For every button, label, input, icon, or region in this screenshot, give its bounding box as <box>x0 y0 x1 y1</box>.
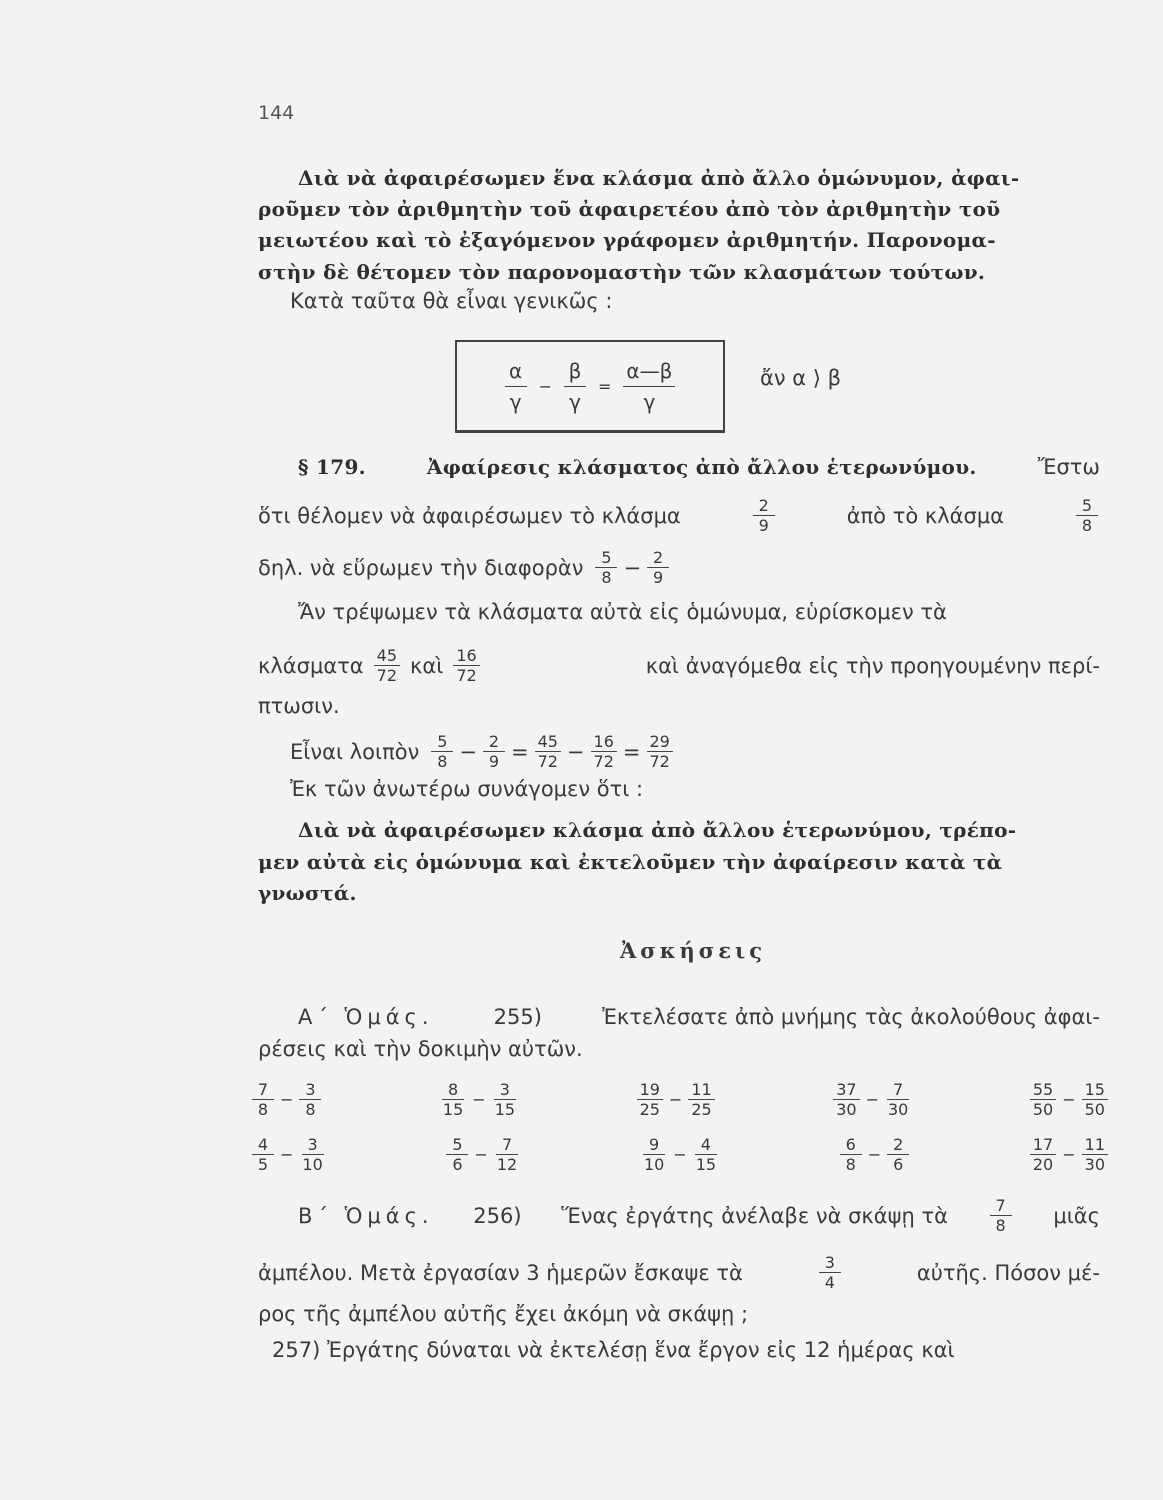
fraction <box>564 356 586 417</box>
fraction <box>887 1135 909 1174</box>
equals-sign: = <box>622 739 641 764</box>
fraction <box>494 1135 520 1174</box>
general-text: Κατὰ ταῦτα θὰ εἶναι γενικῶς : <box>290 289 613 313</box>
section-line-7 <box>290 732 1132 771</box>
denominator: γ <box>569 389 581 414</box>
fraction <box>492 1080 518 1119</box>
section-text: ὅτι θέλομεν νὰ ἀφαιρέσωμεν τὸ κλάσμα <box>258 503 681 528</box>
section-text: Ἄν τρέψωμεν τὰ κλάσματα αὐτὰ εἰς ὁμώνυμα, εὑρίσκομεν τὰ <box>298 600 947 624</box>
exercise-256-line-2 <box>258 1253 1100 1292</box>
exercise-text: ρος τῆς ἀμπέλου αὐτῆς ἔχει ἀκόμη νὰ σκάψῃ ; <box>258 1302 749 1326</box>
exercise-text: ρέσεις καὶ τὴν δοκιμὴν αὐτῶν. <box>258 1037 583 1061</box>
fraction <box>374 646 400 685</box>
section-text: δηλ. νὰ εὕρωμεν τὴν διαφορὰν <box>258 555 584 580</box>
numerator: 45 <box>535 732 561 752</box>
section-text: καὶ ἀναγόμεθα εἰς τὴν προηγουμένην περί- <box>645 653 1100 678</box>
exercise-fractions-row <box>250 1135 1110 1174</box>
numerator: 16 <box>591 732 617 752</box>
numerator: 16 <box>453 646 479 666</box>
numerator: 4 <box>252 1135 274 1155</box>
fraction <box>446 1135 468 1174</box>
rule-text: ροῦμεν τὸν ἀριθμητὴν τοῦ ἀφαιρετέου ἀπὸ τὸν ἀριθμητὴν τοῦ <box>258 197 1001 221</box>
denominator: 8 <box>305 1100 316 1119</box>
minus-sign: − <box>280 1090 294 1109</box>
section-text: Ἔστω <box>1037 455 1100 479</box>
page-number: 144 <box>258 102 295 124</box>
fraction <box>299 1135 325 1174</box>
numerator: 5 <box>1076 496 1098 516</box>
section-text: Εἶναι λοιπὸν <box>290 739 420 764</box>
exercise-255-line-2 <box>258 1035 1100 1063</box>
exercise-number: 255) <box>493 1005 542 1029</box>
fraction <box>840 1135 862 1174</box>
section-line-6 <box>258 692 1100 720</box>
fraction <box>1030 1080 1056 1119</box>
exercise-257-line-1 <box>272 1336 1100 1364</box>
exercise-text: μιᾶς <box>1053 1203 1100 1228</box>
section-number: § 179. <box>298 455 366 479</box>
fraction <box>483 732 505 771</box>
fraction <box>505 356 527 417</box>
rule-text: στὴν δὲ θέτομεν τὸν παρονομαστὴν τῶν κλασμάτων τούτων. <box>258 260 986 284</box>
fraction <box>1082 1080 1108 1119</box>
numerator: 2 <box>647 548 669 568</box>
numerator: α <box>505 356 527 387</box>
numerator: 3 <box>299 1080 321 1100</box>
denominator: 9 <box>758 516 769 535</box>
rule-line-4 <box>258 258 1100 286</box>
numerator: 2 <box>887 1135 909 1155</box>
minus-sign: − <box>566 739 585 764</box>
conclusion-text: γνωστά. <box>258 881 357 905</box>
fraction <box>591 732 617 771</box>
minus-sign: − <box>867 1145 882 1164</box>
exercise-subtraction <box>444 1135 522 1174</box>
numerator: β <box>564 356 586 387</box>
minus-sign: − <box>623 555 642 580</box>
exercise-text: αὐτῆς. Πόσον μέ- <box>916 1260 1100 1285</box>
numerator: 3 <box>819 1253 841 1273</box>
fraction <box>990 1196 1012 1235</box>
denominator: 72 <box>456 666 477 685</box>
fraction <box>595 548 617 587</box>
section-line-4 <box>258 598 1100 626</box>
numerator: 15 <box>1082 1080 1108 1100</box>
exercise-subtraction <box>838 1135 911 1174</box>
denominator: 8 <box>257 1100 269 1119</box>
denominator: 10 <box>302 1155 323 1174</box>
denominator: 50 <box>1084 1100 1105 1119</box>
fraction <box>637 1080 663 1119</box>
exercise-255-line-1 <box>258 1003 1100 1031</box>
numerator: 5 <box>431 732 453 752</box>
conclusion-line-3 <box>258 879 1100 907</box>
fraction <box>535 732 561 771</box>
minus-sign: − <box>280 1145 294 1164</box>
group-label: Α΄ Ὁμάς. <box>298 1005 434 1029</box>
exercise-subtraction <box>250 1080 323 1119</box>
exercise-256-line-3 <box>258 1300 1100 1328</box>
fraction <box>1076 496 1098 535</box>
denominator: 5 <box>257 1155 269 1174</box>
numerator: 7 <box>252 1080 274 1100</box>
denominator: 6 <box>893 1155 904 1174</box>
equals-sign: = <box>598 376 612 396</box>
section-line-8 <box>290 775 1132 803</box>
rule-text: μειωτέου καὶ τὸ ἐξαγόμενον γράφομεν ἀριθμητήν. Παρονομα- <box>258 228 996 252</box>
formula-condition: ἄν α ⟩ β <box>760 366 842 390</box>
group-label: Β΄ Ὁμάς. <box>298 1203 434 1228</box>
section-text: κλάσματα <box>258 653 364 678</box>
exercise-text: 257) Ἐργάτης δύναται νὰ ἐκτελέσῃ ἕνα ἔργον εἰς 12 ἡμέρας καὶ <box>272 1338 955 1362</box>
numerator: 8 <box>442 1080 464 1100</box>
minus-sign: − <box>538 376 553 396</box>
denominator: 8 <box>601 568 612 587</box>
equals-sign: = <box>510 739 529 764</box>
exercise-256-line-1 <box>258 1196 1100 1235</box>
denominator: 72 <box>537 752 558 771</box>
fraction <box>623 356 675 417</box>
minus-sign: − <box>459 739 477 764</box>
denominator: 9 <box>488 752 500 771</box>
numerator: 45 <box>374 646 400 666</box>
section-line-3 <box>258 548 1100 587</box>
denominator: 72 <box>593 752 614 771</box>
conclusion-text: μεν αὐτὰ εἰς ὁμώνυμα καὶ ἐκτελοῦμεν τὴν ἀφαίρεσιν κατὰ τὰ <box>258 850 1003 874</box>
numerator: 9 <box>643 1135 665 1155</box>
minus-sign: − <box>474 1145 488 1164</box>
fraction <box>453 646 479 685</box>
section-line-2 <box>258 496 1100 535</box>
denominator: 8 <box>845 1155 856 1174</box>
denominator: 30 <box>836 1100 857 1119</box>
minus-sign: − <box>865 1090 879 1109</box>
fraction <box>688 1080 714 1119</box>
denominator: 4 <box>824 1273 835 1292</box>
fraction <box>885 1080 911 1119</box>
numerator: 11 <box>688 1080 714 1100</box>
denominator: 8 <box>437 752 448 771</box>
numerator: 4 <box>695 1135 717 1155</box>
numerator: 6 <box>840 1135 862 1155</box>
numerator: 37 <box>833 1080 859 1100</box>
fraction <box>252 1080 274 1119</box>
rule-text: Διὰ νὰ ἀφαιρέσωμεν ἕνα κλάσμα ἀπὸ ἄλλο ὁμώνυμον, ἀφαι- <box>298 166 1020 190</box>
section-heading-line <box>258 453 1100 481</box>
general-line <box>290 287 1132 315</box>
rule-line-1 <box>258 164 1100 192</box>
fraction <box>1030 1135 1056 1174</box>
exercise-text: Ἕνας ἐργάτης ἀνέλαβε νὰ σκάψῃ τὰ <box>561 1203 948 1228</box>
denominator: 8 <box>995 1216 1006 1235</box>
numerator: α—β <box>623 356 675 387</box>
formula-box <box>455 340 725 433</box>
numerator: 5 <box>446 1135 468 1155</box>
exercise-text: ἀμπέλου. Μετὰ ἐργασίαν 3 ἡμερῶν ἔσκαψε τὰ <box>258 1260 743 1285</box>
fraction <box>647 732 673 771</box>
numerator: 19 <box>637 1080 663 1100</box>
numerator: 2 <box>753 496 775 516</box>
numerator: 3 <box>302 1135 324 1155</box>
section-line-5 <box>258 646 1100 685</box>
numerator: 29 <box>647 732 673 752</box>
numerator: 7 <box>990 1196 1012 1216</box>
numerator: 3 <box>494 1080 516 1100</box>
exercise-fractions-row <box>250 1080 1110 1119</box>
numerator: 2 <box>483 732 505 752</box>
denominator: γ <box>509 389 522 414</box>
denominator: 20 <box>1032 1155 1054 1174</box>
minus-sign: − <box>1062 1145 1076 1164</box>
exercise-subtraction <box>1028 1080 1110 1119</box>
fraction <box>299 1080 321 1119</box>
fraction <box>693 1135 719 1174</box>
fraction <box>753 496 775 535</box>
fraction <box>252 1135 274 1174</box>
numerator: 7 <box>887 1080 909 1100</box>
denominator: 50 <box>1032 1100 1054 1119</box>
numerator: 7 <box>496 1135 518 1155</box>
exercise-text: Ἐκτελέσατε ἀπὸ μνήμης τὰς ἀκολούθους ἀφαι- <box>601 1005 1100 1029</box>
denominator: 10 <box>643 1155 665 1174</box>
exercises-heading: Ἀσκήσεις <box>620 938 766 963</box>
denominator: 15 <box>494 1100 516 1119</box>
rule-line-3 <box>258 226 1100 254</box>
denominator: 72 <box>376 666 398 685</box>
conclusion-line-1 <box>258 816 1100 844</box>
section-text: πτωσιν. <box>258 694 340 718</box>
section-text: καὶ <box>410 653 444 678</box>
exercise-subtraction <box>639 1135 721 1174</box>
fraction <box>647 548 669 587</box>
denominator: 72 <box>649 752 670 771</box>
denominator: γ <box>643 389 656 414</box>
rule-line-2 <box>258 195 1100 223</box>
denominator: 30 <box>887 1100 909 1119</box>
fraction <box>431 732 453 771</box>
exercise-subtraction <box>635 1080 717 1119</box>
exercise-subtraction <box>250 1135 328 1174</box>
minus-sign: − <box>472 1090 486 1109</box>
numerator: 17 <box>1030 1135 1056 1155</box>
conclusion-text: Διὰ νὰ ἀφαιρέσωμεν κλάσμα ἀπὸ ἄλλου ἑτερωνύμου, τρέπο- <box>298 818 1017 842</box>
denominator: 15 <box>442 1100 464 1119</box>
fraction <box>819 1253 841 1292</box>
section-text: Ἐκ τῶν ἀνωτέρω συνάγομεν ὅτι : <box>290 777 644 801</box>
numerator: 5 <box>595 548 617 568</box>
exercise-subtraction <box>831 1080 913 1119</box>
denominator: 6 <box>452 1155 463 1174</box>
fraction <box>440 1080 466 1119</box>
denominator: 30 <box>1084 1155 1105 1174</box>
fraction <box>1082 1135 1108 1174</box>
conclusion-line-2 <box>258 848 1100 876</box>
minus-sign: − <box>1062 1090 1076 1109</box>
numerator: 55 <box>1030 1080 1056 1100</box>
denominator: 12 <box>496 1155 518 1174</box>
denominator: 25 <box>691 1100 712 1119</box>
minus-sign: − <box>673 1145 687 1164</box>
section-text: ἀπὸ τὸ κλάσμα <box>846 503 1005 528</box>
exercise-number: 256) <box>473 1203 522 1228</box>
denominator: 8 <box>1081 516 1093 535</box>
fraction <box>833 1080 859 1119</box>
denominator: 15 <box>695 1155 717 1174</box>
exercise-subtraction <box>438 1080 520 1119</box>
numerator: 11 <box>1082 1135 1108 1155</box>
fraction <box>641 1135 667 1174</box>
section-title: Ἀφαίρεσις κλάσματος ἀπὸ ἄλλου ἑτερωνύμου. <box>426 455 977 479</box>
denominator: 25 <box>639 1100 660 1119</box>
denominator: 9 <box>653 568 664 587</box>
exercise-subtraction <box>1028 1135 1110 1174</box>
minus-sign: − <box>668 1090 683 1109</box>
